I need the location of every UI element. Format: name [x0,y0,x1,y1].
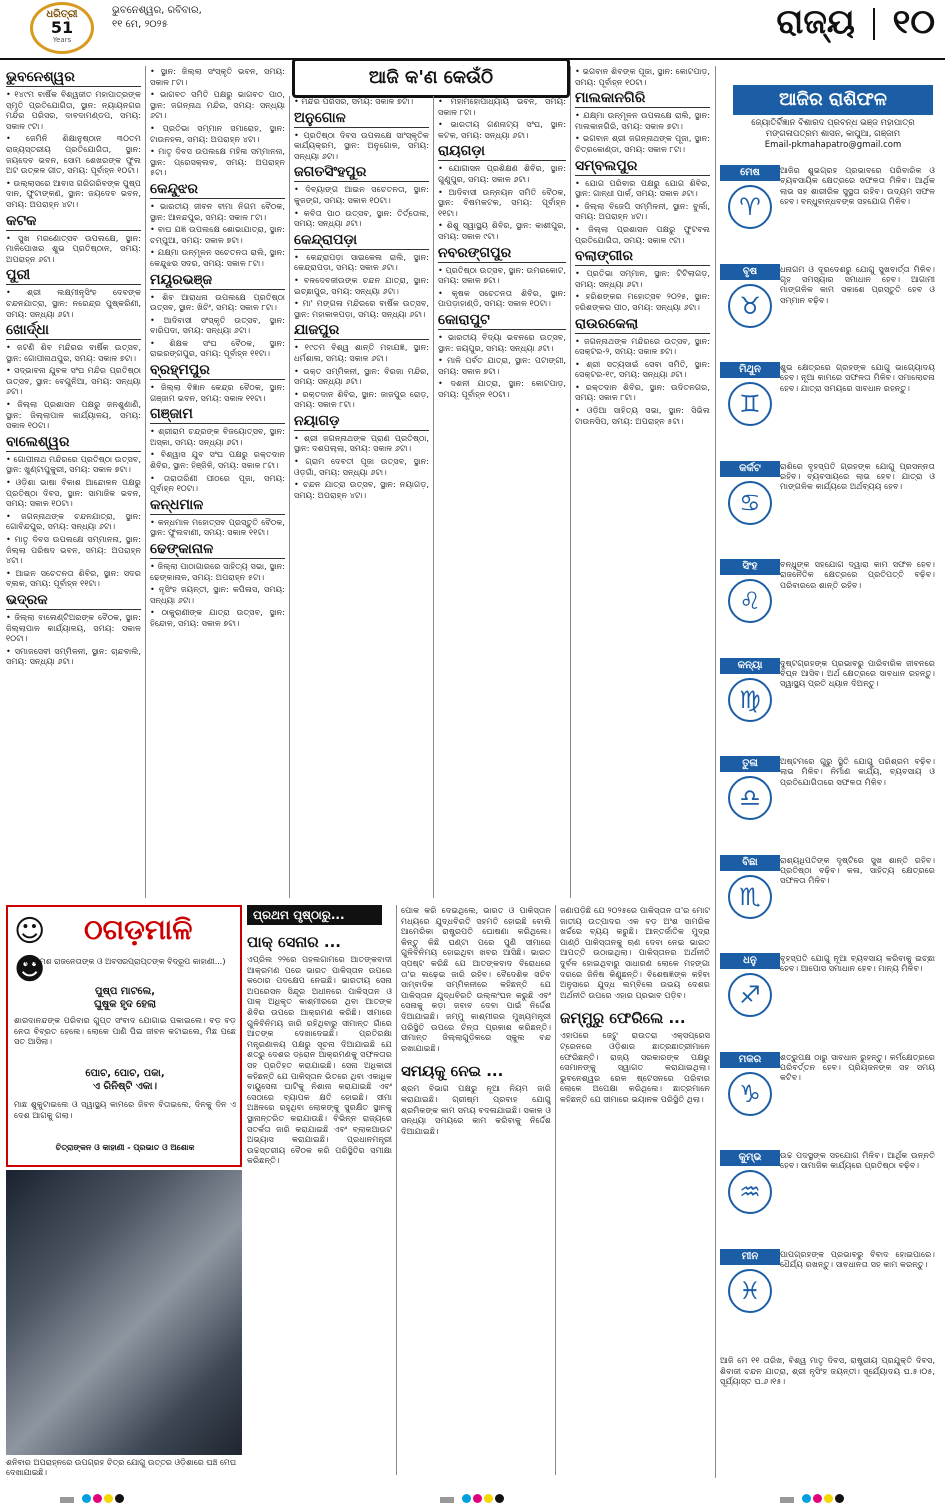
cartoon-title: ଠଗଡ଼ମାଳି [84,913,193,946]
zodiac-icon: ♎ [728,776,772,820]
event-item: • ଗୋପୀନାଥ ମନ୍ଦିରରେ ପ୍ରତିଷ୍ଠା ଉତ୍ସବ, ସ୍ଥାନ: ଖୁଣ୍ଟାପୁକୁରୀ, ସମୟ: ସକାଳ ୭ଟା। [6,453,141,475]
event-item: • ଜିଲ୍ଲା ପାଠାଗାରରେ ସାହିତ୍ୟ ସଭା, ସ୍ଥାନ: ଢେଙ୍କାନାଳ, ସମୟ: ଅପରାହ୍ନ ୫ଟା। [150,561,285,582]
date-line-2: ୧୧ ମେ, ୨୦୨୫ [112,19,168,30]
registration-dot [495,1494,504,1503]
events-column-3 [294,96,429,898]
registration-dot [462,1494,471,1503]
district-heading: ଅନୁଗୋଳ [294,109,429,128]
rashi-name: ତୁଳା [720,756,780,772]
event-item: • ବଳଦେବଜୀଉଙ୍କ ଚନ୍ଦନ ଯାତ୍ରା, ସ୍ଥାନ: ଇଚ୍ଛାପୁର, ସମୟ: ସନ୍ଧ୍ୟା ୬ଟା। [294,274,429,296]
rashi-text: ରାଶିରେ ବୃହସ୍ପତି ଗ୍ରହଙ୍କ ଯୋଗୁ ପ୍ରସନ୍ନତା ରହିବ। ବ୍ୟବସାୟରେ ଲାଭ ହେବ। ଯାତ୍ରା ଓ ମାଙ୍ଗଳିକ କାର୍ଯ୍ୟରେ ଅର୍ଥବ୍ୟୟ ହେବ। [780,460,935,492]
district-heading: ବାଲେଶ୍ୱର [6,433,141,452]
story2-body: ଏହାପରେ ଜେଟୁ ରାଉତରା ଏକ୍ସପ୍ରେସ ଟ୍ରେନରେ ଓଡ଼ିଶାର ଛାତ୍ରଛାତ୍ରୀମାନେ ଫେରିଛନ୍ତି। ରାଜ୍ୟ ସରକାରଙ୍କ ପକ୍ଷରୁ ସେମାନଙ୍କୁ ସ୍ୱାଗତ କରାଯାଇଥିଲା। ଭୁବନେଶ୍ୱର ରେଳ ଷ୍ଟେସନରେ ପରିବାର ଲୋକେ ଅପେକ୍ଷା କରିଥିଲେ। ଛାତ୍ରମାନେ କହିଛନ୍ତି ଯେ ସୀମାରେ ଭୟାନକ ପରିସ୍ଥିତି ଥିଲା। [560,1030,710,1104]
event-item: • ଶ୍ରୀରାମ ଚନ୍ଦ୍ରଙ୍କ ବିଜୟୋତ୍ସବ, ସ୍ଥାନ: ଅସ୍କା, ସମୟ: ସନ୍ଧ୍ୟା ୬ଟା। [150,426,285,447]
column-divider [396,905,397,1475]
rashi-name: କନ୍ୟା [720,658,780,674]
rashi-block [720,658,935,748]
rashi-text: ରାଶ୍ୟଧିପତିଙ୍କ ଦୃଷ୍ଟିରେ ସୁଖ ଶାନ୍ତି ରହିବ। ପ୍ରତିଷ୍ଠା ବଢ଼ିବ। କଳା, ସାହିତ୍ୟ କ୍ଷେତ୍ରରେ ସଫଳତା ମିଳିବ। [780,854,935,886]
cartoon-lead-1: ପୁଷ୍ପ ମାଟଲେ, [94,986,156,997]
district-heading: ରାଉରକେଲା [575,315,710,334]
event-item: • ପ୍ରତିଭା ସମ୍ମାନ, ସ୍ଥାନ: ଟିଟିଲାଗଡ଼, ସମୟ: ସନ୍ଧ୍ୟା ୬ଟା। [575,268,710,289]
rashi-block [720,855,935,945]
zodiac-icon: ♈ [728,185,772,229]
story1-body-3: ଜଣାପଡ଼ିଛି ଯେ ୨୦୨୫ରେ ପାକିସ୍ତାନ ତା'ର ମୋଟ ଜାତୀୟ ଉତ୍ପାଦର ଏକ ବଡ଼ ଅଂଶ ସାମରିକ ଖର୍ଚ୍ଚରେ ବ୍ୟୟ କରୁଛି। ଆନ୍ତର୍ଜାତିକ ମୁଦ୍ରା ପାଣ୍ଠି ପାକିସ୍ତାନକୁ ଋଣ ଦେବା ନେଇ ଭାରତ ଆପତ୍ତି ଉଠାଇଥିଲା। ପାକିସ୍ତାନର ଅର୍ଥନୀତି ଦୁର୍ବଳ ହୋଇଥିବାରୁ ସାଧାରଣ ଲୋକେ ମହଙ୍ଗା ଦରରେ ଜିନିଷ କିଣୁଛନ୍ତି। ବିଶେଷଜ୍ଞଙ୍କ କହିବା ଅନୁସାରେ ଯୁଦ୍ଧ ଲମ୍ବିଲେ ଉଭୟ ଦେଶର ଅର୍ଥନୀତି ଉପରେ ଏହାର ପ୍ରଭାବ ପଡ଼ିବ। [560,905,710,1000]
event-item: • ଶ୍ରୀ ସତ୍ୟସାଇଁ ସେବା ସମିତି, ସ୍ଥାନ: ସେକ୍ଟର-୧୯, ସମୟ: ସନ୍ଧ୍ୟା ୬ଟା। [575,358,710,380]
cartoon-body: ଶାରଦାନନ୍ଦଙ୍କ ପରିବାର ଗୁପ୍ତ ସଂବାଦ ଯୋଗାଇ ପକାଇଲେ। ବଡ଼ ବଡ଼ ନେତା ବିବ୍ରତ ହେଲେ। ଲୋକେ ପାଣି ପିଇ ଜୀବନ କଟାଇଲେ, ମିଛ ପଛେ ସତ ଆସିଲା। [14,1015,236,1047]
section-name: ରାଜ୍ୟ [776,2,855,42]
event-item: • ଜିଲ୍ଲା ପ୍ରଶାସନ ପକ୍ଷରୁ ଜନଶୁଣାଣି, ସ୍ଥାନ: ଜିଲ୍ଲାପାଳ କାର୍ଯ୍ୟାଳୟ, ସମୟ: ସକାଳ ୧୦ଟା। [6,399,141,431]
rashi-text: ବୃହସ୍ପତି ଯୋଗୁ ନୂଆ ବ୍ୟବସାୟ କରିବାକୁ ଇଚ୍ଛା ହେବ। ଆପୋସ ସମାଧାନ ହେବ। ମାନ୍ୟ ମିଳିବ। [780,953,935,974]
event-item: • ଆଦିବାସୀ ସଂସ୍କୃତି ଉତ୍ସବ, ସ୍ଥାନ: ବାରିପଦା, ସମୟ: ସନ୍ଧ୍ୟା ୬ଟା। [150,314,285,336]
rashi-text: ପାପଗ୍ରହଙ୍କ ପ୍ରଭାବରୁ ବିବାଦ ହୋଇପାରେ। ଧୈର୍ଯ୍ୟ ରଖନ୍ତୁ। ସାବଧାନତା ସହ କାମ କରନ୍ତୁ। [780,1248,935,1269]
rashi-text: ଦୁଷ୍ଟଗ୍ରହଙ୍କ ପ୍ରଭାବରୁ ପାରିବାରିକ ଜୀବନରେ ବିଘ୍ନ ଆସିବ। ଅର୍ଥ କ୍ଷେତ୍ରରେ ସାବଧାନ ରହନ୍ତୁ। ସ୍ୱାସ୍ଥ୍ୟ ପ୍ରତି ଧ୍ୟାନ ଦିଅନ୍ତୁ। [780,657,935,689]
district-heading: କେନ୍ଦୁଝର [150,180,285,199]
rashi-block [720,1150,935,1240]
cartoon-punch-2: ଏ ରିନିଷ୍ଟି ଏକା। [93,1081,157,1092]
column-divider [715,66,716,1478]
rashi-text: ଉଚ୍ଚ ପଦସ୍ଥଙ୍କ ସହଯୋଗ ମିଳିବ। ଆର୍ଥିକ ଉନ୍ନତି ହେବ। ସାମାଜିକ କାର୍ଯ୍ୟରେ ପ୍ରତିଷ୍ଠା ବଢ଼ିବ। [780,1150,935,1171]
story1-body: ଏପ୍ରିଲ ୨୨ରେ ପହଲଗାମରେ ଆତଙ୍କବାଦୀ ଆକ୍ରମଣ ପରେ ଭାରତ ପାକିସ୍ତାନ ଉପରେ କଠୋର ପଦକ୍ଷେପ ନେଇଛି। ଭାରତୀୟ ସେନା ଅପରେସନ ସିନ୍ଦୂର ଅଧୀନରେ ପାକିସ୍ତାନ ଓ ପାକ୍ ଅଧିକୃତ କାଶ୍ମୀରରେ ଥିବା ଆତଙ୍କ ଶିବିର ଉପରେ ଆକ୍ରମଣ କରିଛି। ସୀମାରେ ଗୁଳିବିନିମୟ ଜାରି ରହିଥିବାରୁ ସୀମାନ୍ତ ଗାଁରେ ଆତଙ୍କ ଦେଖାଦେଇଛି। ପ୍ରତିରକ୍ଷା ମନ୍ତ୍ରଣାଳୟ ପକ୍ଷରୁ ସୂଚନା ଦିଆଯାଇଛି ଯେ ଶତ୍ରୁ ଦେଶର ଡ୍ରୋନ ଆକ୍ରମଣକୁ ସଫଳତାର ସହ ପ୍ରତିହତ କରାଯାଇଛି। ସେନା ଅଧିକାରୀ କହିଛନ୍ତି ଯେ ପାକିସ୍ତାନ ଭିତରେ ଥିବା ଏକାଧିକ ବାୟୁସେନା ଘାଟିକୁ ନିଶାନା କରାଯାଇଛି ଏବଂ ସେଠାରେ ବ୍ୟାପକ କ୍ଷତି ହୋଇଛି। ସୀମା ଅଞ୍ଚଳରେ ରହୁଥିବା ଲୋକଙ୍କୁ ସୁରକ୍ଷିତ ସ୍ଥାନକୁ ସ୍ଥାନାନ୍ତରିତ କରାଯାଉଛି। ବିଭିନ୍ନ ରାଜ୍ୟରେ ସତର୍କତା ଜାରି କରାଯାଇଛି ଏବଂ ବ୍ଲାକଆଉଟ ଅଭ୍ୟାସ କରାଯାଇଛି। ପ୍ରଧାନମନ୍ତ୍ରୀ ଉଚ୍ଚସ୍ତରୀୟ ବୈଠକ କରି ପରିସ୍ଥିତିର ସମୀକ୍ଷା କରିଛନ୍ତି। [247,954,392,1166]
event-item: • ବାଘ ଯଜ୍ଞ ଉପଲକ୍ଷେ ଶୋଭାଯାତ୍ରା, ସ୍ଥାନ: ଚମ୍ପୁଆ, ସମୟ: ସକାଳ ୭ଟା। [150,224,285,245]
rashi-block [720,461,935,551]
event-item: • ଜିଲ୍ଲା ବାଲେଣ୍ଟିଅରଙ୍କ ବୈଠକ, ସ୍ଥାନ: ଜିଲ୍ଲାପାଳ କାର୍ଯ୍ୟାଳୟ, ସମୟ: ସକାଳ ୧୦ଟା। [6,611,141,644]
cartoon-faces-icon: ☺☻ [14,914,46,987]
rashifal-address: ମଙ୍ଗଳାପତ୍ରମ ଶାସନ, କାପୁଆ, ଗଞ୍ଜାମ [765,129,901,139]
front-page-tag: ପ୍ରଥମ ପୃଷ୍ଠାରୁ... [247,905,382,925]
district-heading: କନ୍ଧମାଳ [150,496,285,515]
anniversary-number: 51 [50,18,74,37]
rashi-block [720,264,935,354]
rashi-block [720,1052,935,1142]
rashi-block [720,559,935,649]
satellite-caption: ଶନିବାର ଅପରାହ୍ନରେ ଉପଗ୍ରହ ଚିତ୍ର ଯୋଗୁ ଉତ୍ତର ଓଡ଼ିଶାରେ ଘଞ୍ଚ ମେଘ ଦେଖାଯାଇଛି। [6,1458,237,1477]
event-item: • ବିଶ୍ୱାସ ଯୁବ ସଂଘ ପକ୍ଷରୁ ରକ୍ତଦାନ ଶିବିର, ସ୍ଥାନ: ହିଞ୍ଜିଳି, ସମୟ: ସକାଳ ୮ଟା। [150,449,285,471]
story3-body: ଶ୍ରମ ବିଭାଗ ପକ୍ଷରୁ ନୂଆ ନିୟମ ଜାରି କରାଯାଇଛି। ଗ୍ରୀଷ୍ମ ପ୍ରବାହ ଯୋଗୁ ଶ୍ରମିକଙ୍କ କାମ ସମୟ ବଦଳାଯାଇଛି। ସକାଳ ଓ ସନ୍ଧ୍ୟା ସମୟରେ କାମ କରିବାକୁ ନିର୍ଦ୍ଦେଶ ଦିଆଯାଇଛି। [401,1083,551,1136]
district-heading: କଟକ [6,212,141,231]
event-item: • ଦିବ୍ୟାଙ୍ଗ ଆଇନ ସଚେତନତା, ସ୍ଥାନ: କୁଜଙ୍ଗ, ସମୟ: ସକାଳ ୧୦ଟା। [294,184,429,205]
print-registration-marks [0,1486,945,1498]
event-item: • ଶ୍ରୀ ଲକ୍ଷ୍ମୀନୃସିଂହ ଦେବଙ୍କ ଚନ୍ଦନଯାତ୍ରା, ସ୍ଥାନ: ନରେନ୍ଦ୍ର ପୁଷ୍କରିଣୀ, ସମୟ: ସନ୍ଧ୍ୟା ୬ଟା। [6,287,141,319]
rashi-block [720,165,935,255]
zodiac-icon: ♐ [728,973,772,1017]
registration-dot [115,1494,124,1503]
event-item: • ଭଗବାନ ଶିବଙ୍କ ପୂଜା, ସ୍ଥାନ: କୋଟପାଡ଼, ସମୟ: ପୂର୍ବାହ୍ନ ୧୦ଟା। [575,66,710,87]
district-heading: ମୟୂରଭଞ୍ଜ [150,271,285,290]
event-item: • ଭକ୍ତ ସମ୍ମିଳନୀ, ସ୍ଥାନ: ବିରଜା ମନ୍ଦିର, ସମୟ: ସନ୍ଧ୍ୟା ୬ଟା। [294,365,429,387]
rashi-name: କୁମ୍ଭ [720,1150,780,1166]
event-item: • ତାରାତାରିଣୀ ପୀଠରେ ପୂଜା, ସମୟ: ପୂର୍ବାହ୍ନ ୧୦ଟା। [150,472,285,494]
district-heading: ଯାଜପୁର [294,321,429,340]
rashi-name: ସିଂହ [720,559,780,575]
front-page-column-2 [401,905,551,1475]
event-item: • ଯୋଗାସନ ପ୍ରଶିକ୍ଷଣ ଶିବିର, ସ୍ଥାନ: ଗୁଣୁପୁର, ସମୟ: ସକାଳ ୬ଟା। [438,163,566,184]
district-heading: ଜଗତସିଂହପୁର [294,163,429,182]
story1-body-2: ପୋକ କରି ଦେଇଥିଲେ, ଭାରତ ଓ ପାକିସ୍ତାନ ମଧ୍ୟରେ ଯୁଦ୍ଧବିରତି ସହମତି ହୋଇଛି ବୋଲି ଆମେରିକା ରାଷ୍ଟ୍ରପତି ଘୋଷଣା କରିଥିଲେ। କିନ୍ତୁ କିଛି ଘଣ୍ଟା ପରେ ପୁଣି ସୀମାରେ ଗୁଳିବିନିମୟ ହୋଇଥିବା ଖବର ଆସିଛି। ଭାରତ ସ୍ପଷ୍ଟ କରିଛି ଯେ ଆତଙ୍କବାଦ ବିରୋଧରେ ତା'ର ଲଢ଼େଇ ଜାରି ରହିବ। ବୈଦେଶିକ ସଚିବ ସାମ୍ବାଦିକ ସମ୍ମିଳନୀରେ କହିଛନ୍ତି ଯେ ପାକିସ୍ତାନ ଯୁଦ୍ଧବିରତି ଉଲ୍ଲଂଘନ କରୁଛି ଏବଂ ସେନାକୁ କଡ଼ା ଜବାବ ଦେବା ପାଇଁ ନିର୍ଦ୍ଦେଶ ଦିଆଯାଇଛି। ଜମ୍ମୁ କାଶ୍ମୀରର ମୁଖ୍ୟମନ୍ତ୍ରୀ ପରିସ୍ଥିତି ଉପରେ ଚିନ୍ତା ପ୍ରକାଶ କରିଛନ୍ତି। ସୀମାନ୍ତ ଜିଲ୍ଲାଗୁଡ଼ିକରେ ସ୍କୁଲ ବନ୍ଦ ରଖାଯାଇଛି। [401,905,551,1053]
story1-headline: ପାକ୍ ସେନାର ... [247,933,341,951]
cartoon-subtitle: (କ୍ରମଶ ରାଜନେତାଙ୍କ ଓ ଅବସରପ୍ରାପ୍ତଙ୍କ ବିଦ୍ରୂପ କାହାଣୀ...) [24,957,226,966]
rashi-text: ଆଜିର ଶୁଭଗ୍ରହ ପ୍ରଭାବରେ ପରିବାରିକ ଓ ବ୍ୟବସାୟିକ କ୍ଷେତ୍ରରେ ସଫଳତା ମିଳିବ। ଆର୍ଥିକ ଲାଭ ସହ ଶାରୀରିକ ସୁସ୍ଥତା ରହିବ। ଉଦ୍ୟମ ସଫଳ ହେବ। ବନ୍ଧୁବାନ୍ଧବଙ୍କ ସହଯୋଗ ମିଳିବ। [780,165,935,207]
district-heading: କୋରାପୁଟ [438,311,566,330]
column-divider [145,66,146,898]
event-item: • ହରିଶଙ୍କର ମହୋତ୍ସବ ୨୦୨୫, ସ୍ଥାନ: ହରିଶଙ୍କର ପୀଠ, ସମୟ: ସନ୍ଧ୍ୟା ୬ଟା। [575,291,710,312]
rashi-name: ବୃଷ [720,264,780,280]
registration-dot [813,1494,822,1503]
satellite-weather-image [6,1170,242,1455]
rashifal-author: ଜ୍ୟୋତିର୍ବିଜ୍ଞାନ ବିଶାରଦ ପ୍ରବନ୍ଧ ଭଞ୍ଜ ମହାପାତ୍ର [751,118,915,128]
events-column-4 [438,96,566,898]
event-item: • ଜଗନ୍ନାଥଙ୍କ ଚନ୍ଦନଯାତ୍ରା, ସ୍ଥାନ: ଗୋବିନ୍ଦପୁର, ସମୟ: ସନ୍ଧ୍ୟା ୬ଟା। [6,510,141,532]
rashi-block [720,362,935,452]
rashi-block [720,756,935,846]
column-divider [433,96,434,898]
event-item: • ମାତୃ ଦିବସ ଉପଲକ୍ଷେ ମହିଳା ସମ୍ମାନନା, ସ୍ଥାନ: ପ୍ରେସକ୍ଲବ, ସମୟ: ଅପରାହ୍ନ ୫ଟା। [150,146,285,178]
event-item: • ଜଟଣି ଶିବ ମନ୍ଦିରର ବାର୍ଷିକ ଉତ୍ସବ, ସ୍ଥାନ: ଗୋପୀନାଥପୁର, ସମୟ: ସକାଳ ୭ଟା। [6,342,141,363]
brand-name: ଧରିତ୍ରୀ [46,9,78,20]
event-item: • ଯକ୍ଷ୍ମା ଉନ୍ମୂଳନ ସଚେତନତା ରାଲି, ସ୍ଥାନ: କେନ୍ଦୁଝର ସଦର, ସମୟ: ସକାଳ ୮ଟା। [150,247,285,268]
event-item: • ଜେମିନି ଶିକ୍ଷାନୁଷ୍ଠାନ ୩୦ତମ ରାଜ୍ୟସ୍ତରୀୟ ପ୍ରତିଯୋଗିତା, ସ୍ଥାନ: ଜୟଦେବ ଭବନ, ସୋମ ଶେଖରଙ୍କ ଫୁଲ ଅଟ ଉତ୍କଳ ଗୀତ, ସମୟ: ପୂର୍ବାହ୍ନ ୧୦ଟା। [6,133,141,176]
anniversary-years: Years [52,36,72,44]
event-item: • ଆଇନ ସଚେତନତା ଶିବିର, ସ୍ଥାନ: ସଦର ବ୍ଲକ, ସମୟ: ପୂର୍ବାହ୍ନ ୧୧ଟା। [6,567,141,589]
event-item: • ଭାରତୀୟ ଗଣନାଟ୍ୟ ସଂଘ, ସ୍ଥାନ: କଟକ, ସମୟ: ସନ୍ଧ୍ୟା ୬ଟା। [438,119,566,140]
event-item: • ରକ୍ତଦାନ ଶିବିର, ସ୍ଥାନ: ଜାଜପୁର ରୋଡ଼, ସମୟ: ସକାଳ ୮ଟା। [294,388,429,410]
event-item: • ୧୪୯ମ ବାର୍ଷିକ ବିଶ୍ୱଜୀତ ମହାପାତ୍ରଙ୍କ ସ୍ମୃତି ପ୍ରତିଯୋଗିତା, ସ୍ଥାନ: ନ୍ୟାୟନଗର ମନ୍ଦିର ପରିସର, ଦାବଦାମଣ୍ଡପ, ସମୟ: ସକାଳ ୯ଟା। [6,89,141,131]
event-item: • ଜିଲ୍ଲା ପ୍ରଶାସନ ପକ୍ଷରୁ ଫୁଟବଲ ପ୍ରତିଯୋଗିତା, ସମୟ: ସକାଳ ୯ଟା। [575,223,710,245]
zodiac-icon: ♋ [728,481,772,525]
event-item: • ଶିଶୁ ସ୍ୱାସ୍ଥ୍ୟ ଶିବିର, ସ୍ଥାନ: କାଶୀପୁର, ସମୟ: ସକାଳ ୯ଟା। [438,220,566,241]
event-item: • ପ୍ରତିଷ୍ଠା ଉତ୍ସବ, ସ୍ଥାନ: ଉମରକୋଟ, ସମୟ: ସକାଳ ୭ଟା। [438,264,566,286]
cartoon-punch [14,1067,236,1093]
event-item: • କବିତା ପାଠ ଉତ୍ସବ, ସ୍ଥାନ: ତିର୍ତ୍ତୋଲ, ସମୟ: ସନ୍ଧ୍ୟା ୬ଟା। [294,207,429,229]
zodiac-icon: ♓ [728,1269,772,1313]
rashi-text: ଧନାଗମ ଓ ଦୂରଦେଶରୁ ଯୋଗୁ ସୁଖବାର୍ତ୍ତା ମିଳିବ। ଗୃହ ସମସ୍ୟାର ସମାଧାନ ହେବ। ଆଗାମୀ ମାଙ୍ଗଳିକ କାମ ସକାଶେ ପ୍ରସ୍ତୁତି ହେବ ଓ ସମ୍ମାନ ବଢ଼ିବ। [780,263,935,305]
story2-headline: ଜମ୍ମୁରୁ ଫେରିଲେ ... [560,1009,686,1028]
registration-dot [835,1494,844,1503]
event-item: • କେନ୍ଦ୍ରାପଡ଼ା ସାଇକେଲ ରାଲି, ସ୍ଥାନ: କେନ୍ଦ୍ରାପଡ଼ା, ସମୟ: ସକାଳ ୬ଟା। [294,251,429,273]
rashi-name: ମେଷ [720,165,780,181]
zodiac-icon: ♍ [728,678,772,722]
registration-dot [484,1494,493,1503]
story3-headline: ସମୟକୁ ନେଇ ... [401,1062,504,1081]
district-heading: ବଲାଙ୍ଗୀର [575,247,710,266]
event-item: • ଭଗବାନ ଶ୍ରୀ ଜଗନ୍ନାଥଙ୍କ ପୂଜା, ସ୍ଥାନ: ଚିତ୍ରକୋଣ୍ଡା, ସମୟ: ସକାଳ ୮ଟା। [575,133,710,154]
event-item: • ଶ୍ରୀ ଜଗନ୍ନାଥଙ୍କ ପ୍ରାଣ ପ୍ରତିଷ୍ଠା, ସ୍ଥାନ: ଦଶପଲ୍ଲା, ସମୟ: ସକାଳ ୬ଟା। [294,432,429,454]
section-title [776,2,935,42]
page-number: ୧୦ [892,2,935,42]
column-divider [289,96,290,898]
rashi-name: ମିଥୁନ [720,362,780,378]
panji-note: ଆଜି ମେ ୧୧ ତାରିଖ, ବିଶ୍ୱ ମାତୃ ଦିବସ, ରାଷ୍ଟ୍ରୀୟ ପ୍ରଯୁକ୍ତି ଦିବସ, ଶିବାଜୀ ଚନ୍ଦନ ଯାତ୍ରା, ଶ୍ରୀ ନୃସିଂହ ଜୟନ୍ତୀ। ସୂର୍ଯ୍ୟୋଦୟ ଘ.୫।୦୫, ସୂର୍ଯ୍ୟାସ୍ତ ଘ.୬।୧୫। [720,1355,935,1387]
event-item: • ରକ୍ତଦାନ ଶିବିର, ସ୍ଥାନ: ଉଦିତନଗର, ସମୟ: ସକାଳ ୮ଟା। [575,381,710,403]
event-item: • ସୁଖ ମରଣୋତ୍ସବ ଉପଲକ୍ଷେ, ସ୍ଥାନ: ମାଳିପୋଖର ଶୁଭ ପ୍ରତିଷ୍ଠାନ, ସମୟ: ଅପରାହ୍ନ ୬ଟା। [6,232,141,264]
event-item: • ଭାରତୀୟ ବିଦ୍ୟା ଭବନରେ ଉତ୍ସବ, ସ୍ଥାନ: ଜୟପୁର, ସମୟ: ସନ୍ଧ୍ୟା ୬ଟା। [438,331,566,353]
district-heading: ଗଞ୍ଜାମ [150,405,285,424]
event-item: • ମାତୃ ଦିବସ ଉପଲକ୍ଷେ ସମ୍ମାନନା, ସ୍ଥାନ: ଜିଲ୍ଲା ପରିଷଦ ଭବନ, ସମୟ: ଅପରାହ୍ନ ୪ଟା। [6,534,141,566]
district-heading: ଭୁବନେଶ୍ୱର [6,68,141,87]
date-line-1: ଭୁବନେଶ୍ୱର, ରବିବାର, [112,5,202,16]
rashifal-title: ଆଜିର ରାଶିଫଳ [733,85,933,115]
dateline [112,4,272,32]
district-heading: ମାଲକାନଗିରି [575,89,710,108]
event-item: • ଯୋଗ ପରିବାର ପକ୍ଷରୁ ଯୋଗ ଶିବିର, ସ୍ଥାନ: ଗାନ୍ଧୀ ପାର୍କ, ସମୟ: ସକାଳ ୬ଟା। [575,177,710,199]
registration-dot [824,1494,833,1503]
event-item: • ନୃସିଂହ ଜୟନ୍ତୀ, ସ୍ଥାନ: କପିଳାସ, ସମୟ: ସନ୍ଧ୍ୟା ୬ଟା। [150,584,285,605]
column-divider [570,66,571,898]
event-item: • ଶିକ୍ଷକ ସଂଘ ବୈଠକ, ସ୍ଥାନ: ରାଇରଙ୍ଗପୁର, ସମୟ: ପୂର୍ବାହ୍ନ ୧୧ଟା। [150,337,285,359]
zodiac-icon: ♉ [728,284,772,328]
district-heading: ବ୍ରହ୍ମପୁର [150,361,285,380]
rashi-block [720,1249,935,1339]
page-header [0,0,945,60]
event-item: • ମନ୍ଦିର ପରିସର, ସମୟ: ସକାଳ ୭ଟା। [294,96,414,106]
event-item: • ଦଶନୀ ଯାତ୍ରା, ସ୍ଥାନ: କୋଟପାଡ଼, ସମୟ: ପୂର୍ବାହ୍ନ ୧୦ଟା। [438,378,566,399]
event-item: • ଠାକୁରାଣୀଙ୍କ ଯାତ୍ରା ଉତ୍ସବ, ସ୍ଥାନ: ହିନ୍ଦୋଳ, ସମୟ: ସକାଳ ୭ଟା। [150,607,285,628]
registration-dot [82,1494,91,1503]
rashifal-email: Email-pkmahapatro@gmail.com [764,140,902,150]
rashifal-credit [733,118,933,151]
event-item: • ଭାରତୀୟ ଜୀବନ ବୀମା ନିଗମ ବୈଠକ, ସ୍ଥାନ: ଆନନ୍ଦପୁର, ସମୟ: ସକାଳ ୮ଟା। [150,200,285,222]
registration-dot [104,1494,113,1503]
newspaper-logo [30,2,94,54]
cartoon-lead [14,985,236,1011]
cartoon-note: ମାଛ ଶୁକୁଟାଇଲେ ଓ ସ୍ୱାସ୍ଥ୍ୟ କାମରେ ଜିବନ ବିତାଇଲେ, ଦିନକୁ ଦିନ ଏ ଦେଶ ଆଗକୁ ଗଲା। [14,1099,236,1120]
zodiac-icon: ♑ [728,1072,772,1116]
event-item: • ଯକ୍ଷ୍ମା ଉନ୍ମୂଳନ ଉପଲକ୍ଷେ ରାଲି, ସ୍ଥାନ: ମାଲକାନଗିରି, ସମୟ: ସକାଳ ୭ଟା। [575,110,710,131]
event-item: • ୧୯ତମ ବିଶ୍ୱ ଶାନ୍ତି ମହାଯଜ୍ଞ, ସ୍ଥାନ: ଧର୍ମଶାଳା, ସମୟ: ସକାଳ ୬ଟା। [294,342,429,363]
district-heading: ପୁରୀ [6,266,141,285]
cartoon-credit: ଚିତ୍ରାଙ୍କନ ଓ କାହାଣୀ - ପ୍ରଭାତ ଓ ଅଶୋକ [55,1143,195,1152]
district-heading: ରାୟଗଡ଼ା [438,142,566,161]
cartoon-punch-1: ପୋଚ, ପୋଚ, ପକା, [85,1068,165,1079]
rashi-name: ଧନୁ [720,953,780,969]
cartoon-lead-2: ଘୁଷୁକ ହୃଦ ହେଲା [94,999,156,1010]
event-item: • ଆଦିବାସୀ ଉନ୍ନୟନ ସମିତି ବୈଠକ, ସ୍ଥାନ: ବିଷମକଟକ, ସମୟ: ପୂର୍ବାହ୍ନ ୧୧ଟା। [438,186,566,218]
rashi-text: ଶତ୍ରୁପକ୍ଷ ଠାରୁ ସାବଧାନ ରୁହନ୍ତୁ। କର୍ମକ୍ଷେତ୍ରରେ ପରିବର୍ତ୍ତନ ହେବ। ପ୍ରିୟଜନଙ୍କ ସହ ସମୟ କଟିବ। [780,1051,935,1083]
district-heading: ନବରଙ୍ଗପୁର [438,244,566,263]
rashi-block [720,953,935,1043]
district-heading: କେନ୍ଦ୍ରାପଡ଼ା [294,231,429,250]
event-item: • ଶିବ ଆରାଧନା ଉପଲକ୍ଷେ ପ୍ରତିଷ୍ଠା ଉତ୍ସବ, ସ୍ଥାନ: ଖିଚିଂ, ସମୟ: ସକାଳ ୮ଟା। [150,291,285,313]
district-heading: ଭଦ୍ରକ [6,591,141,610]
rashi-text: ଅଷ୍ଟମରେ ଗୁରୁ ସ୍ଥିତି ଯୋଗୁ ପରିଶ୍ରମ ବଢ଼ିବ। ଲାଭ ମିଳିବ। ନିର୍ମାଣ କାର୍ଯ୍ୟ, ବ୍ୟବସାୟ ଓ ପ୍ରତିଯୋଗିତାରେ ସଫଳତା ମିଳିବ। [780,756,935,787]
events-column-5 [575,66,710,898]
rashi-text: ଶୁଭ କ୍ଷେତ୍ରରେ ଗ୍ରହଙ୍କ ଯୋଗୁ ଭାଗ୍ୟୋଦୟ ହେବ। ନୂଆ କାମରେ ସଫଳତା ମିଳିବ। ସମାଲୋଚନା ହେବ। ଯାତ୍ରା ସମୟରେ ସାବଧାନ ରହନ୍ତୁ। [780,362,935,393]
rashi-name: ମୀନ [720,1249,780,1265]
zodiac-icon: ♒ [728,1170,772,1214]
event-item: • କନ୍ଧମାଳ ମହୋତ୍ସବ ପ୍ରସ୍ତୁତି ବୈଠକ, ସ୍ଥାନ: ଫୁଲବାଣୀ, ସମୟ: ସକାଳ ୧୧ଟା। [150,516,285,538]
zodiac-icon: ♌ [728,579,772,623]
event-item: • ଜିଲ୍ଲା ବିଜେପି ସମ୍ମିଳନୀ, ସ୍ଥାନ: ବୁର୍ଲା, ସମୟ: ଅପରାହ୍ନ ୪ଟା। [575,200,710,222]
district-heading: ନୟାଗଡ଼ [294,412,429,431]
rashi-name: ବିଛା [720,855,780,871]
registration-dot [93,1494,102,1503]
district-heading: ଢେଙ୍କାନାଳ [150,540,285,559]
cartoon-strip [6,905,242,1167]
zodiac-icon: ♊ [728,382,772,426]
event-item: • ଗ୍ରାମ ଦେବତୀ ପୂଜା ଉତ୍ସବ, ସ୍ଥାନ: ଓଡ଼ଗାଁ, ସମୟ: ସନ୍ଧ୍ୟା ୬ଟା। [294,456,429,477]
events-banner: ଆଜି କ'ଣ କେଉଁଠି [292,58,570,98]
header-divider [873,8,875,40]
rashi-text: ବନ୍ଧୁଙ୍କ ସହଯୋଗ ଦ୍ୱାରା କାମ ସଫଳ ହେବ। ରାଜନୈତିକ କ୍ଷେତ୍ରରେ ପ୍ରତିପତ୍ତି ବଢ଼ିବ। ପରିବାରରେ ଶାନ୍ତି ରହିବ। [780,559,935,590]
event-item: • ଭାଗବତ ସମିତି ପକ୍ଷରୁ ଭାଗବତ ପାଠ, ସ୍ଥାନ: ଜଗନ୍ନାଥ ମନ୍ଦିର, ସମୟ: ସନ୍ଧ୍ୟା ୬ଟା। [150,89,285,121]
event-item: • ଜିଲ୍ଲା ବିଜ୍ଞାନ କେନ୍ଦ୍ର ବୈଠକ, ସ୍ଥାନ: ଗଞ୍ଜାମ ଭବନ, ସମୟ: ସକାଳ ୧୧ଟା। [150,382,285,403]
front-page-column-3 [560,905,710,1475]
event-item: • ମହାମହୋପାଧ୍ୟାୟ ଭବନ, ସମୟ: ସକାଳ ୮ଟା। [438,96,566,117]
event-item: • ମା' ମଙ୍ଗଳା ମନ୍ଦିରରେ ବାର୍ଷିକ ଉତ୍ସବ, ସ୍ଥାନ: ମହାକାଳପଡ଼ା, ସମୟ: ସନ୍ଧ୍ୟା ୬ଟା। [294,298,429,319]
event-item: • ଉଲ୍ଲାସରେ ଆବାସ ଗରିଗରିବଙ୍କ ପୁଷ୍ପ ଦାନ, ଫୁଟାଙ୍କଣ, ସ୍ଥାନ: ଜୟଦେବ ଭବନ, ସମୟ: ଅପରାହ୍ନ ୪ଟା। [6,177,141,209]
event-item: • ସମାଜସେବୀ ସମ୍ମିଳନୀ, ସ୍ଥାନ: ଚାନ୍ଦବାଲି, ସମୟ: ସନ୍ଧ୍ୟା ୬ଟା। [6,645,141,667]
event-item: • ମାଳି ପର୍ବତ ଯାତ୍ରା, ସ୍ଥାନ: ପଟାଙ୍ଗୀ, ସମୟ: ସକାଳ ୭ଟା। [438,355,566,376]
event-item: • ସଦ୍ଭାବନା ଯୁବକ ସଂଘ ମନ୍ଦିର ପ୍ରତିଷ୍ଠା ଉତ୍ସବ, ସ୍ଥାନ: ବେଗୁନିଆ, ସମୟ: ସନ୍ଧ୍ୟା ୬ଟା। [6,365,141,397]
zodiac-icon: ♏ [728,875,772,919]
event-item: • ଓଡ଼ିଶା ଭାଷା ବିକାଶ ଆନ୍ଦୋଳନ ପକ୍ଷରୁ ପ୍ରତିଷ୍ଠା ଦିବସ, ସ୍ଥାନ: ସାମାଜିକ ଭବନ, ସମୟ: ସକାଳ ୧୦ଟା। [6,477,141,509]
event-item: • ଚନ୍ଦନ ଯାତ୍ରା ଉତ୍ସବ, ସ୍ଥାନ: ନୟାଗଡ଼, ସମୟ: ଅପରାହ୍ନ ୪ଟା। [294,479,429,500]
events-column-2 [150,66,285,898]
events-column-1 [6,66,141,898]
event-item: • ଜଗନ୍ନାଥଙ୍କ ମନ୍ଦିରରେ ଉତ୍ସବ, ସ୍ଥାନ: ସେକ୍ଟର-୨, ସମୟ: ସକାଳ ୭ଟା। [575,335,710,357]
front-page-column-1 [247,930,392,1475]
event-item: • ପ୍ରତିଭା ସମ୍ମାନ ସମାରୋହ, ସ୍ଥାନ: ଟାଉନହଲ, ସମୟ: ଅପରାହ୍ନ ୪ଟା। [150,122,285,144]
column-divider [555,905,556,1475]
registration-dot [473,1494,482,1503]
rashi-name: କର୍କଟ [720,461,780,477]
event-item: • ପ୍ରତିଷ୍ଠା ଦିବସ ଉପଲକ୍ଷେ ସାଂସ୍କୃତିକ କାର୍ଯ୍ୟକ୍ରମ, ସ୍ଥାନ: ଅନୁଗୋଳ, ସମୟ: ସନ୍ଧ୍ୟା ୬ଟା। [294,129,429,161]
district-heading: ଖୋର୍ଦ୍ଧା [6,321,141,340]
event-item: • କୃଷକ ସଚେତନତା ଶିବିର, ସ୍ଥାନ: ପାପଡ଼ାହାଣ୍ଡି, ସମୟ: ସକାଳ ୧୦ଟା। [438,287,566,309]
event-item: • ଓଡ଼ିଆ ସାହିତ୍ୟ ସଭା, ସ୍ଥାନ: ସିଭିଲ ଟାଉନସିପ, ସମୟ: ଅପରାହ୍ନ ୫ଟା। [575,405,710,426]
rashi-name: ମକର [720,1052,780,1068]
registration-dot [802,1494,811,1503]
event-item: • ସ୍ଥାନ: ଜିଲ୍ଲା ସଂସ୍କୃତି ଭବନ, ସମୟ: ସକାଳ ୮ଟା। [150,66,285,87]
district-heading: ସମ୍ବଲପୁର [575,157,710,176]
